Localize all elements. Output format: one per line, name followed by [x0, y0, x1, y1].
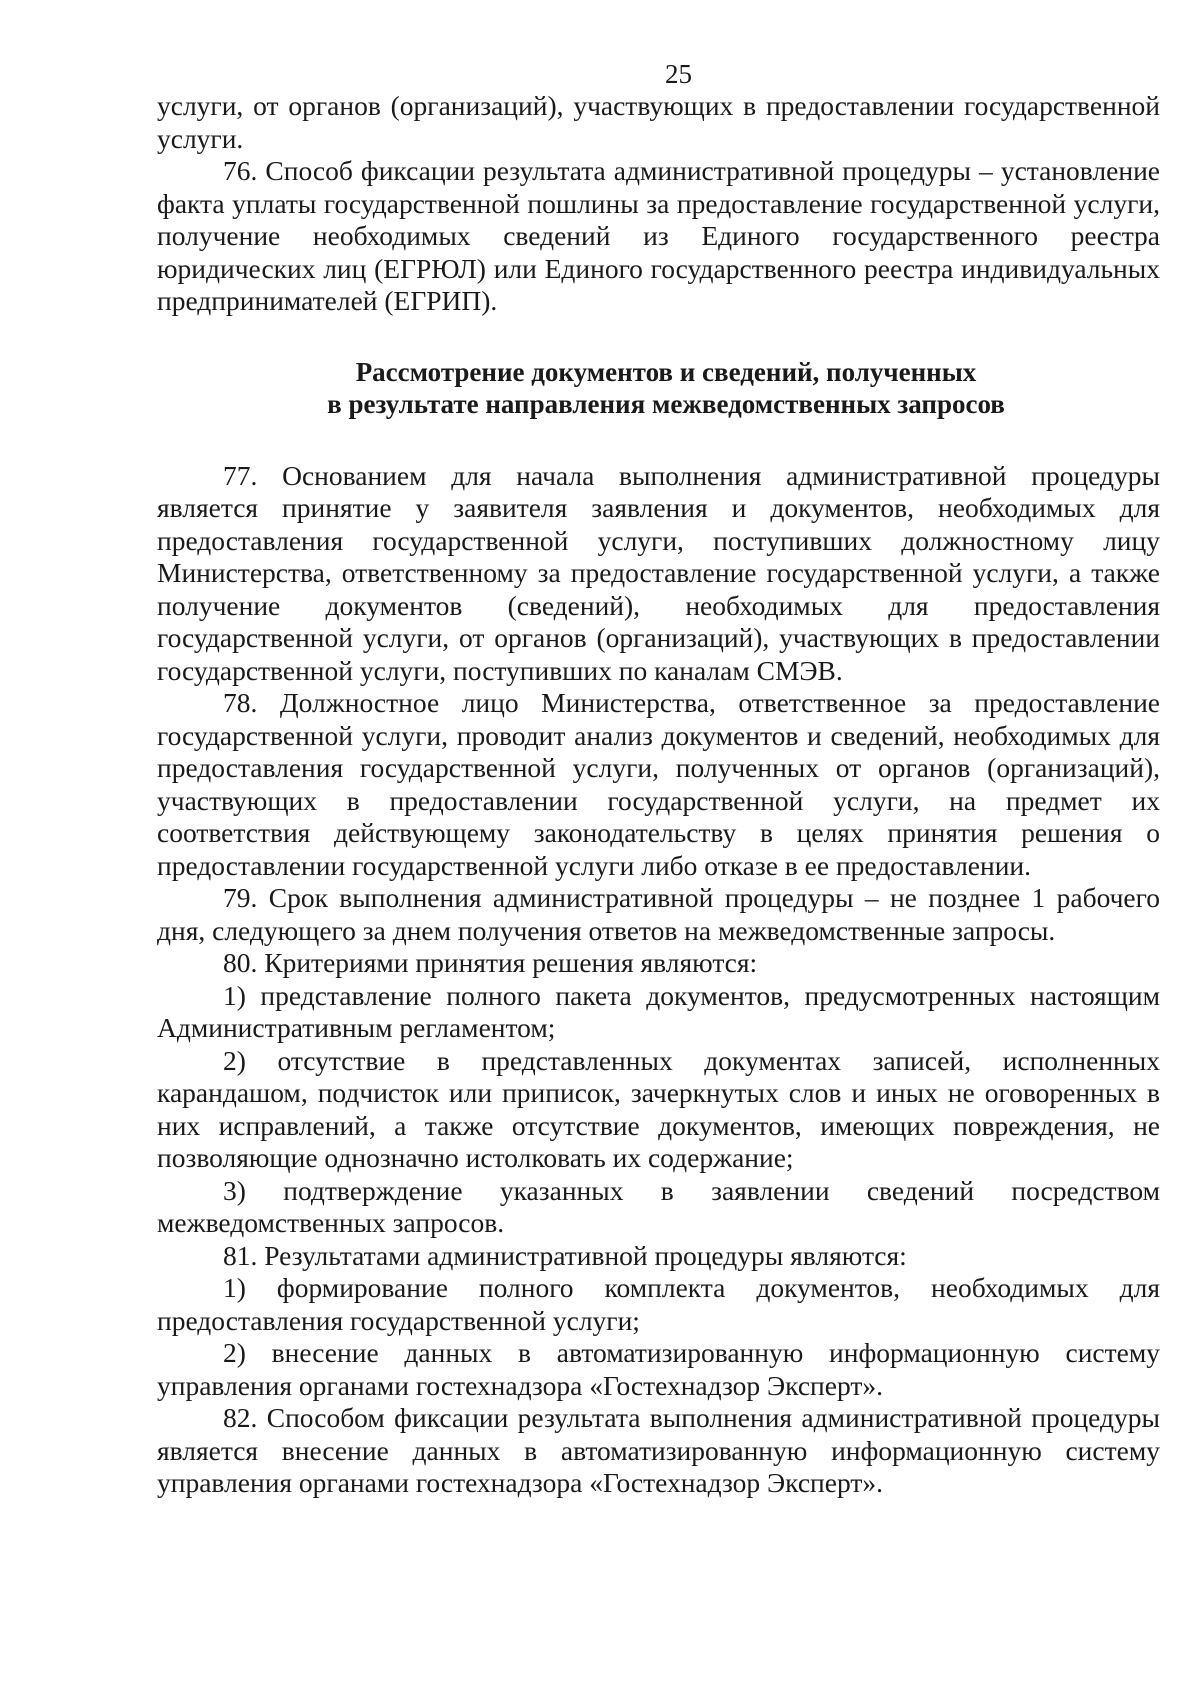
paragraph-77: 77. Основанием для начала выполнения административной процедуры является принятие у заявителя заявления и документов, необходимых для предоставления государственной услуги, поступивших должностному лицу Министерства, ответственному за предоставление государственной услуги, а также получение документов (сведений), необходимых для предоставления государственной услуги, от органов (организаций), участвующих в предоставлении государственной услуги, поступивших по каналам СМЭВ. [157, 459, 1160, 686]
paragraph-80-item-3: 3) подтверждение указанных в заявлении сведений посредством межведомственных запросов. [157, 1174, 1160, 1238]
section-heading [157, 356, 1160, 420]
paragraph-81-item-1: 1) формирование полного комплекта документов, необходимых для предоставления государственной услуги; [157, 1272, 1160, 1336]
paragraph-80-item-1: 1) представление полного пакета документов, предусмотренных настоящим Административным регламентом; [157, 979, 1160, 1043]
paragraph-82: 82. Способом фиксации результата выполнения административной процедуры является внесение данных в автоматизированную информационную систему управления органами гостехнадзора «Гостехнадзор Эксперт». [157, 1402, 1160, 1498]
page-number: 25 [665, 59, 692, 89]
paragraph-80-item-2: 2) отсутствие в представленных документах записей, исполненных карандашом, подчисток или приписок, зачеркнутых слов и иных не оговоренных в них исправлений, а также отсутствие документов, имеющих повреждения, не позволяющие однозначно истолковать их содержание; [157, 1044, 1160, 1173]
paragraph-80: 80. Критериями принятия решения являются: [223, 947, 758, 978]
section-heading-line-2: в результате направления межведомственных запросов [327, 388, 1005, 419]
paragraph-78: 78. Должностное лицо Министерства, ответственное за предоставление государственной услуги, проводит анализ документов и сведений, необходимых для предоставления государственной услуги, полученных от органов (организаций), участвующих в предоставлении государственной услуги, на предмет их соответствия действующему законодательству в целях принятия решения о предоставлении государственной услуги либо отказе в ее предоставлении. [157, 687, 1160, 881]
paragraph-81-item-2: 2) внесение данных в автоматизированную информационную систему управления органами гостехнадзора «Гостехнадзор Эксперт». [157, 1337, 1160, 1401]
paragraph-81: 81. Результатами административной процедуры являются: [223, 1239, 907, 1271]
paragraph-76: 76. Способ фиксации результата административной процедуры – установление факта уплаты государственной пошлины за предоставление государственной услуги, получение необходимых сведений из Единого государственного реестра юридических лиц (ЕГРЮЛ) или Единого государственного реестра индивидуальных предпринимателей (ЕГРИП). [157, 155, 1160, 316]
document-page [157, 58, 1160, 1500]
paragraph-continuation: услуги, от органов (организаций), участвующих в предоставлении государственной услуги. [157, 90, 1160, 154]
paragraph-79: 79. Срок выполнения административной процедуры – не позднее 1 рабочего дня, следующего за днем получения ответов на межведомственные запросы. [157, 882, 1160, 946]
section-heading-line-1: Рассмотрение документов и сведений, полученных [355, 356, 977, 387]
